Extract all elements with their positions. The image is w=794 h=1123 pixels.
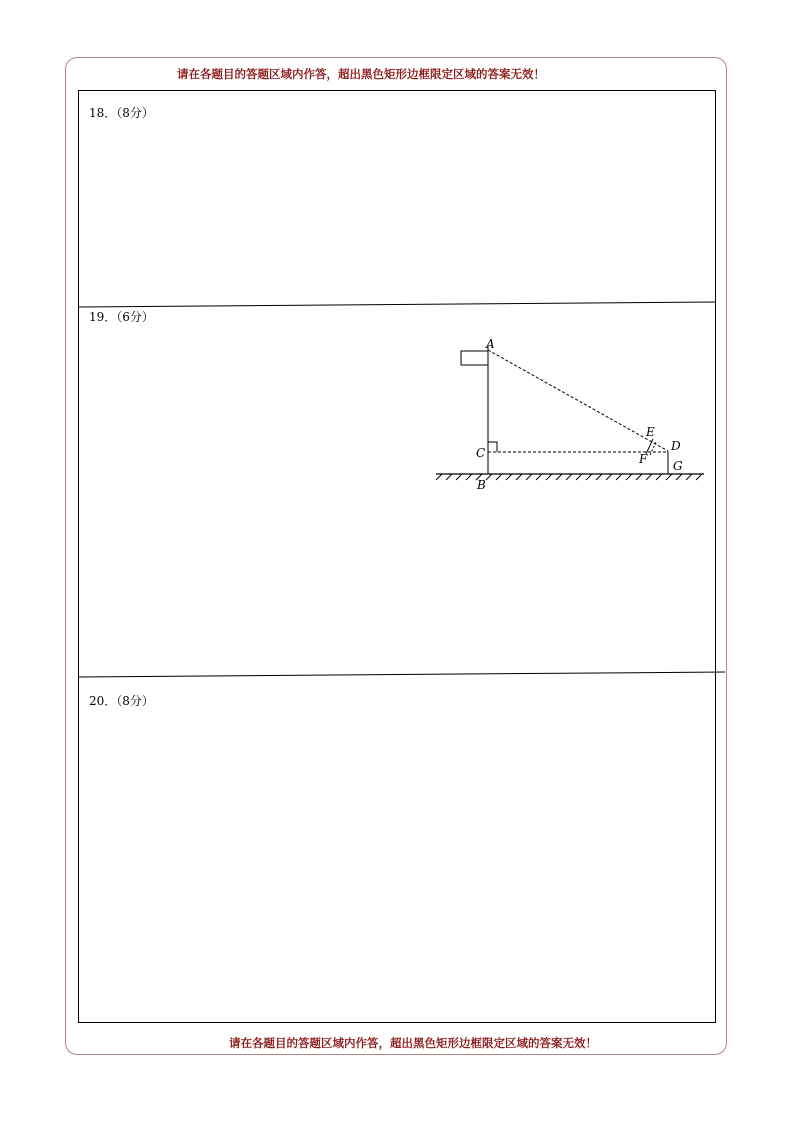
point-label-b: B bbox=[477, 478, 486, 492]
divider-19-20 bbox=[78, 672, 725, 677]
point-label-a: A bbox=[486, 337, 495, 351]
notice-bottom: 请在各题目的答题区域内作答，超出黑色矩形边框限定区域的答案无效！ bbox=[229, 1036, 597, 1050]
right-angle-mark bbox=[488, 442, 497, 452]
question-19-figure bbox=[436, 337, 704, 492]
question-20-label: 20．（8分） bbox=[89, 694, 154, 708]
notice-top: 请在各题目的答题区域内作答，超出黑色矩形边框限定区域的答案无效！ bbox=[177, 67, 545, 81]
question-18-label: 18．（8分） bbox=[89, 106, 154, 120]
ground-hatching bbox=[436, 474, 702, 480]
sight-line-ad bbox=[488, 350, 668, 451]
flag bbox=[461, 351, 488, 365]
question-19-label: 19．（6分） bbox=[89, 310, 154, 324]
point-label-g: G bbox=[673, 459, 683, 473]
point-label-c: C bbox=[476, 446, 486, 460]
point-label-d: D bbox=[671, 439, 681, 453]
point-label-e: E bbox=[646, 425, 655, 439]
divider-18-19 bbox=[78, 302, 716, 307]
point-label-f: F bbox=[639, 452, 648, 466]
